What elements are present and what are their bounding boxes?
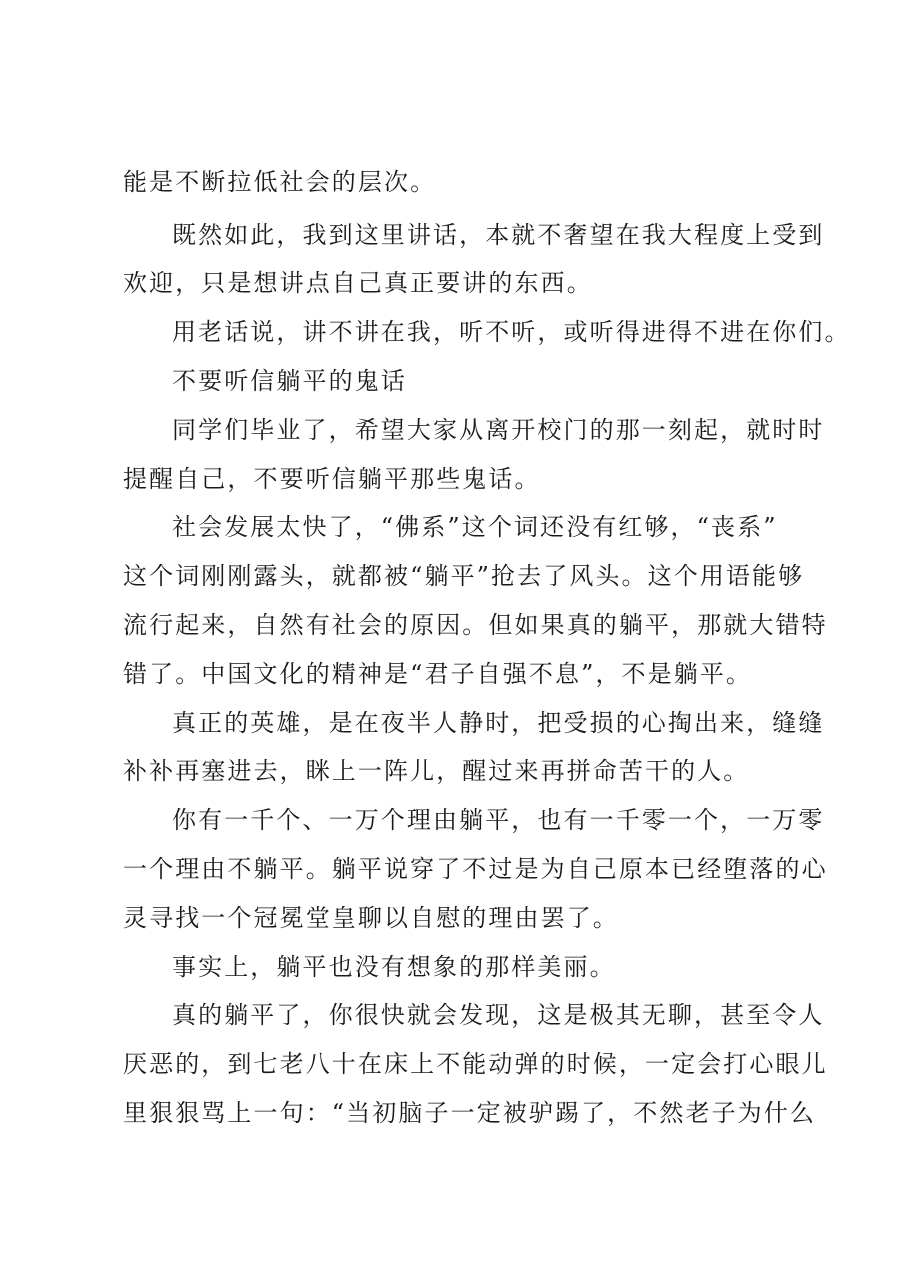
text-line: 厌恶的，到七老八十在床上不能动弹的时候，一定会打心眼儿 xyxy=(123,1050,828,1078)
text-line: 同学们毕业了，希望大家从离开校门的那一刻起，就时时 xyxy=(172,416,825,444)
text-line: 用老话说，讲不讲在我，听不听，或听得进得不进在你们。 xyxy=(172,318,851,346)
text-line: 里狠狠骂上一句：“当初脑子一定被驴踢了，不然老子为什么 xyxy=(123,1099,816,1127)
text-line: 流行起来，自然有社会的原因。但如果真的躺平，那就大错特 xyxy=(123,611,828,639)
text-line: 灵寻找一个冠冕堂皇聊以自慰的理由罢了。 xyxy=(123,904,619,932)
text-line: 欢迎，只是想讲点自己真正要讲的东西。 xyxy=(123,269,593,297)
text-line: 错了。中国文化的精神是“君子自强不息”，不是躺平。 xyxy=(123,660,753,688)
text-line: 一个理由不躺平。躺平说穿了不过是为自己原本已经堕落的心 xyxy=(123,855,828,883)
text-line: 社会发展太快了，“佛系”这个词还没有红够，“丧系” xyxy=(172,513,778,541)
text-line: 补补再塞进去，眯上一阵儿，醒过来再拼命苦干的人。 xyxy=(123,757,750,785)
text-line: 事实上，躺平也没有想象的那样美丽。 xyxy=(172,953,616,981)
text-line: 你有一千个、一万个理由躺平，也有一千零一个，一万零 xyxy=(172,806,825,834)
text-line: 真的躺平了，你很快就会发现，这是极其无聊，甚至令人 xyxy=(172,1001,825,1029)
text-line: 提醒自己，不要听信躺平那些鬼话。 xyxy=(123,465,541,493)
text-line: 能是不断拉低社会的层次。 xyxy=(123,168,437,196)
section-heading: 不要听信躺平的鬼话 xyxy=(172,367,407,395)
text-line: 这个词刚刚露头，就都被“躺平”抢去了风头。这个用语能够 xyxy=(123,562,805,590)
text-line: 真正的英雄，是在夜半人静时，把受损的心掏出来，缝缝 xyxy=(172,709,825,737)
text-line: 既然如此，我到这里讲话，本就不奢望在我大程度上受到 xyxy=(172,221,825,249)
